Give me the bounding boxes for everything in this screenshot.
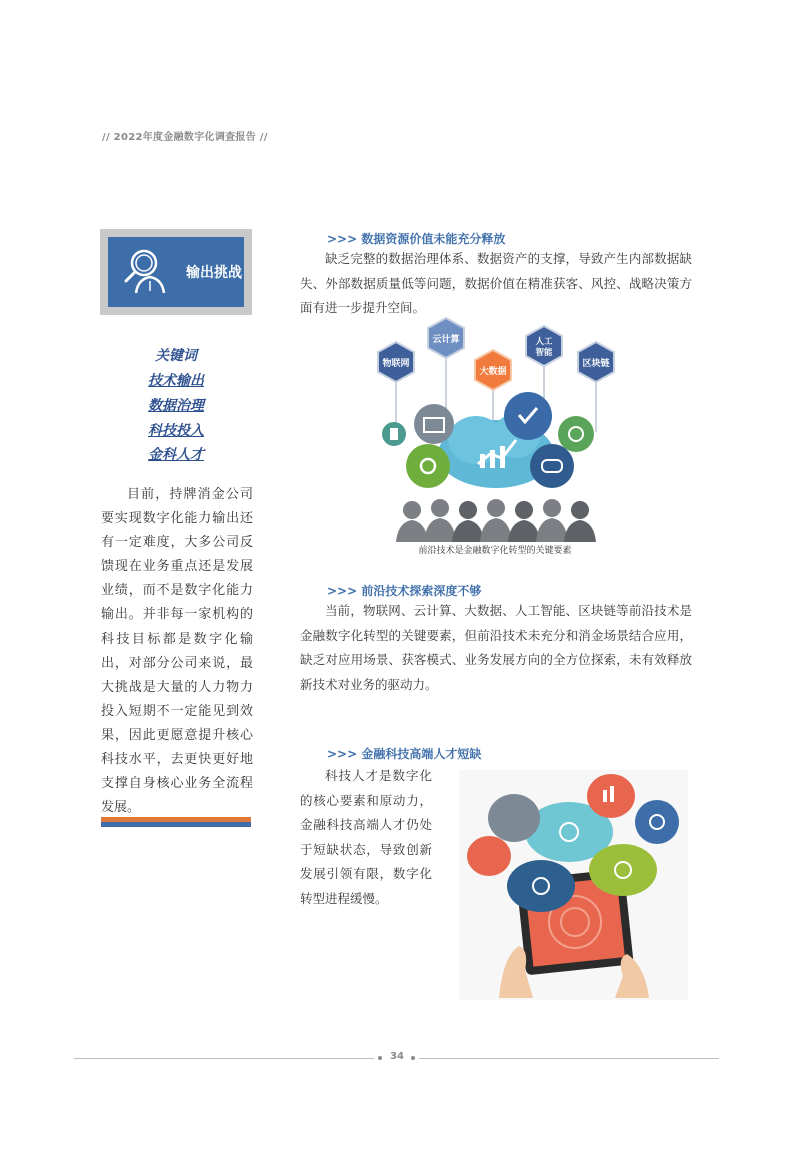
footer-rule-right — [419, 1058, 719, 1059]
cloud-cluster-icon — [382, 392, 594, 488]
tech-figure — [366, 314, 624, 544]
badge-title: 输出挑战 — [186, 265, 242, 281]
keyword-item[interactable]: 金科人才 — [148, 447, 204, 463]
tablet-cloud-icon — [467, 774, 679, 998]
keyword-item[interactable]: 科技投入 — [148, 423, 204, 439]
footer-dot — [378, 1056, 382, 1060]
keyword-item[interactable]: 技术输出 — [148, 373, 204, 389]
section-heading: >>> 数据资源价值未能充分释放 — [327, 232, 506, 246]
section-heading: >>> 金融科技高端人才短缺 — [327, 747, 482, 761]
running-header: // 2022年度金融数字化调查报告 // — [102, 132, 268, 143]
sidebar-body-text: 目前，持牌消金公司要实现数字化能力输出还有一定难度，大多公司反馈现在业务重点还是发展业绩，而不是数字化能力输出。并非每一家机构的科技目标都是数字化输出，对部分公司来说，最大挑战是大量的人力物力投入短期不一定能见到效果，因此更愿意提升核心科技水平，去更快更好地支撑自身核心业务全流程发展。 — [101, 487, 253, 816]
page-number: 34 — [390, 1051, 404, 1062]
challenge-badge — [100, 229, 252, 315]
footer-dot — [411, 1056, 415, 1060]
hex-label: 物联网 — [382, 359, 410, 369]
search-person-icon — [118, 243, 174, 303]
section-body: 缺乏完整的数据治理体系、数据资产的支撑，导致产生内部数据缺失、外部数据质量低等问题，数据价值在精准获客、风控、战略决策方面有进一步提升空间。 — [300, 251, 692, 315]
hex-bigdata — [475, 350, 511, 390]
hex-iot — [378, 342, 414, 382]
keywords-heading: 关键词 — [155, 348, 197, 364]
section-body: 当前，物联网、云计算、大数据、人工智能、区块链等前沿技术是金融数字化转型的关键要素，但前沿技术未充分和消金场景结合应用，缺乏对应用场景、获客模式、业务发展方向的全方位探索，未有效释放新技术对业务的驱动力。 — [300, 603, 692, 692]
section-heading: >>> 前沿技术探索深度不够 — [327, 584, 482, 598]
hex-label-ai-line1: 人工 — [535, 337, 553, 347]
footer-rule-left — [74, 1058, 374, 1059]
figure-caption: 前沿技术是金融数字化转型的关键要素 — [418, 546, 572, 556]
hex-blockchain — [578, 342, 614, 382]
section-body: 科技人才是数字化的核心要素和原动力，金融科技高端人才仍处于短缺状态，导致创新发展引领有限，数字化转型进程缓慢。 — [300, 768, 432, 906]
tablet-figure — [459, 770, 688, 1000]
hex-ai — [526, 326, 562, 366]
keyword-item[interactable]: 数据治理 — [148, 398, 204, 414]
people-group-icon — [396, 499, 596, 542]
hex-label: 区块链 — [582, 359, 610, 369]
hex-label: 云计算 — [432, 335, 460, 345]
hex-label-ai-line2: 智能 — [535, 348, 553, 358]
hex-label: 大数据 — [479, 367, 507, 377]
hex-cloud — [428, 318, 464, 358]
badge-panel — [108, 237, 244, 307]
divider-stripe-blue — [101, 822, 251, 827]
